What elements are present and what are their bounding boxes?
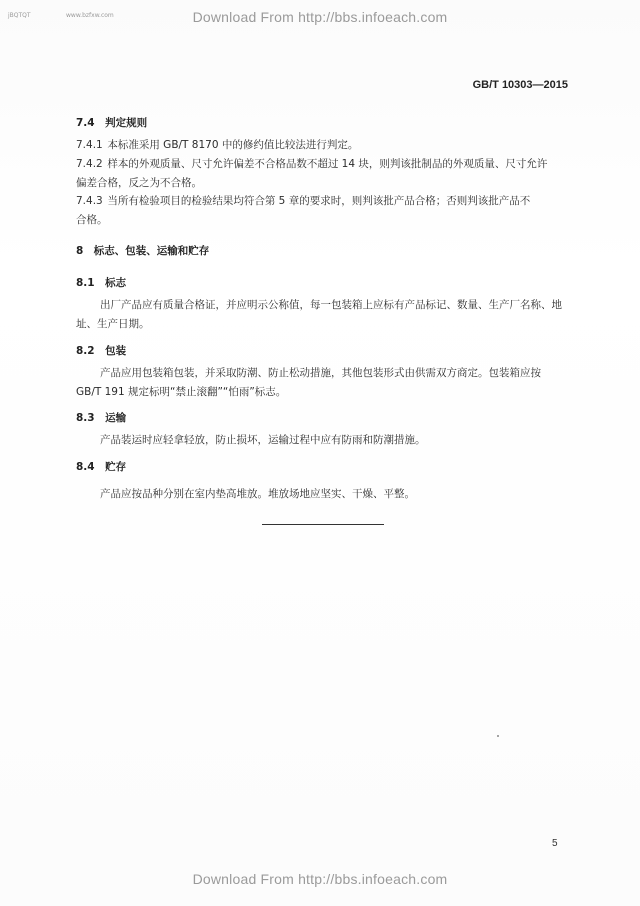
watermark-bottom: Download From http://bbs.infoeach.com xyxy=(192,871,448,887)
section-8-1-paragraph-line-2: 址、生产日期。 xyxy=(76,318,150,330)
watermark-top: Download From http://bbs.infoeach.com xyxy=(192,9,448,25)
site-mark: www.bzfxw.com xyxy=(66,12,114,19)
section-8-3-paragraph: 产品装运时应轻拿轻放，防止损坏，运输过程中应有防雨和防潮措施。 xyxy=(100,434,426,446)
clause-number: 7.4.3 xyxy=(76,195,103,207)
clause-7-4-3 xyxy=(76,194,530,208)
clause-text: 样本的外观质量、尺寸允许偏差不合格品数不超过 14 块，则判该批制品的外观质量、尺寸允许 xyxy=(107,158,548,170)
section-8-2-paragraph-line-1: 产品应用包装箱包装，并采取防潮、防止松动措施，其他包装形式由供需双方商定。包装箱应按 xyxy=(100,367,541,379)
section-8-4-paragraph: 产品应按品种分别在室内垫高堆放。堆放场地应坚实、干燥、平整。 xyxy=(100,488,415,500)
section-8-2-paragraph-line-2: GB/T 191 规定标明“禁止滚翻”“怕雨”标志。 xyxy=(76,386,287,398)
clause-7-4-2-continued: 偏差合格，反之为不合格。 xyxy=(76,177,202,189)
clause-text: 当所有检验项目的检验结果均符合第 5 章的要求时，则判该批产品合格；否则判该批产品不 xyxy=(107,195,531,207)
end-rule xyxy=(262,524,384,525)
clause-7-4-1 xyxy=(76,138,358,152)
page-number: 5 xyxy=(552,838,558,849)
section-8-1-paragraph-line-1: 出厂产品应有质量合格证，并应明示公称值，每一包装箱上应标有产品标记、数量、生产厂名称、地 xyxy=(100,299,562,311)
clause-7-4-2 xyxy=(76,157,547,171)
section-8-3-heading: 8.3 运输 xyxy=(76,412,127,424)
clause-7-4-3-continued: 合格。 xyxy=(76,214,108,226)
section-7-4-heading: 7.4 判定规则 xyxy=(76,117,148,129)
section-8-4-heading: 8.4 贮存 xyxy=(76,461,127,473)
section-8-2-heading: 8.2 包装 xyxy=(76,345,127,357)
section-8-1-heading: 8.1 标志 xyxy=(76,277,127,289)
scan-speck xyxy=(497,735,499,737)
clause-number: 7.4.2 xyxy=(76,158,103,170)
corner-mark: jBQTQT xyxy=(8,12,31,19)
clause-text: 本标准采用 GB/T 8170 中的修约值比较法进行判定。 xyxy=(107,139,359,151)
standard-code: GB/T 10303—2015 xyxy=(472,79,568,91)
chapter-8-heading: 8 标志、包装、运输和贮存 xyxy=(76,245,210,257)
clause-number: 7.4.1 xyxy=(76,139,103,151)
